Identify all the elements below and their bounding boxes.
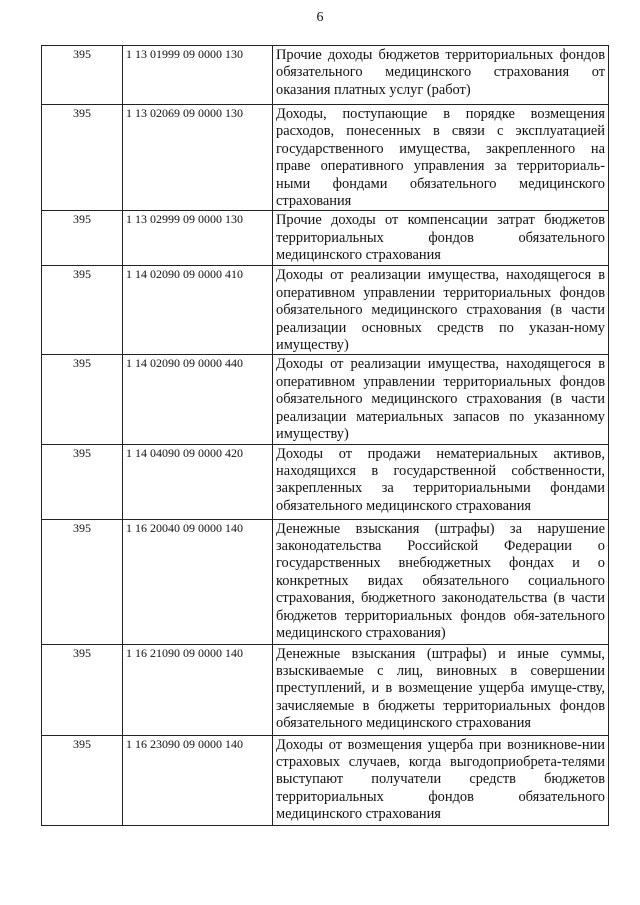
admin-code-cell: 395 [42, 355, 123, 444]
revenue-description-cell: Денежные взыскания (штрафы) за нарушение законодательства Российской Федерации о государственных внебюджетных фондах и о конкретных видах обязательного социального страхования, бюджетного законодательства (в части бюджетов территориальных фондов обя-зательного медицинского страхования) [273, 519, 609, 644]
table-row [42, 735, 609, 825]
admin-code-cell: 395 [42, 519, 123, 644]
revenue-code-cell: 1 16 23090 09 0000 140 [123, 735, 273, 825]
admin-code-cell: 395 [42, 444, 123, 519]
table-row [42, 444, 609, 519]
revenue-code-cell: 1 14 02090 09 0000 440 [123, 355, 273, 444]
table-row [42, 644, 609, 735]
admin-code-cell: 395 [42, 46, 123, 105]
revenue-description-cell: Доходы от реализации имущества, находящегося в оперативном управлении территориальных фондов обязательного медицинского страхования (в части реализации материальных запасов по указанному имуществу) [273, 355, 609, 444]
revenue-description-cell: Доходы, поступающие в порядке возмещения расходов, понесенных в связи с эксплуатацией государственного имущества, закрепленного на праве оперативного управления за территориаль-ными фондами обязательного медицинского страхования [273, 105, 609, 211]
table-row [42, 211, 609, 266]
admin-code-cell: 395 [42, 105, 123, 211]
revenue-code-cell: 1 14 04090 09 0000 420 [123, 444, 273, 519]
table-row [42, 46, 609, 105]
revenue-description-cell: Доходы от продажи нематериальных активов, находящихся в государственной собственности, закрепленных за территориальными фондами обязательного медицинского страхования [273, 444, 609, 519]
table-row [42, 105, 609, 211]
revenue-description-cell: Прочие доходы от компенсации затрат бюджетов территориальных фондов обязательного медицинского страхования [273, 211, 609, 266]
page-number: 6 [316, 10, 324, 25]
revenue-code-cell: 1 16 21090 09 0000 140 [123, 644, 273, 735]
revenue-code-cell: 1 14 02090 09 0000 410 [123, 266, 273, 355]
revenue-description-cell: Доходы от реализации имущества, находящегося в оперативном управлении территориальных фондов обязательного медицинского страхования (в части реализации основных средств по указан-ному имуществу) [273, 266, 609, 355]
table-row [42, 355, 609, 444]
revenue-description-cell: Прочие доходы бюджетов территориальных фондов обязательного медицинского страхования от оказания платных услуг (работ) [273, 46, 609, 105]
revenue-code-cell: 1 13 01999 09 0000 130 [123, 46, 273, 105]
budget-revenue-table [41, 45, 609, 826]
revenue-code-cell: 1 13 02069 09 0000 130 [123, 105, 273, 211]
revenue-description-cell: Доходы от возмещения ущерба при возникнове-нии страховых случаев, когда выгодоприобрета-телями выступают получатели средств бюджетов территориальных фондов обязательного медицинского страхования [273, 735, 609, 825]
admin-code-cell: 395 [42, 266, 123, 355]
admin-code-cell: 395 [42, 644, 123, 735]
table-row [42, 266, 609, 355]
admin-code-cell: 395 [42, 735, 123, 825]
revenue-code-cell: 1 13 02999 09 0000 130 [123, 211, 273, 266]
revenue-description-cell: Денежные взыскания (штрафы) и иные суммы, взыскиваемые с лиц, виновных в совершении преступлений, и в возмещение ущерба имуще-ству, зачисляемые в бюджеты территориальных фондов обязательного медицинского страхования [273, 644, 609, 735]
table-row [42, 519, 609, 644]
admin-code-cell: 395 [42, 211, 123, 266]
revenue-code-cell: 1 16 20040 09 0000 140 [123, 519, 273, 644]
